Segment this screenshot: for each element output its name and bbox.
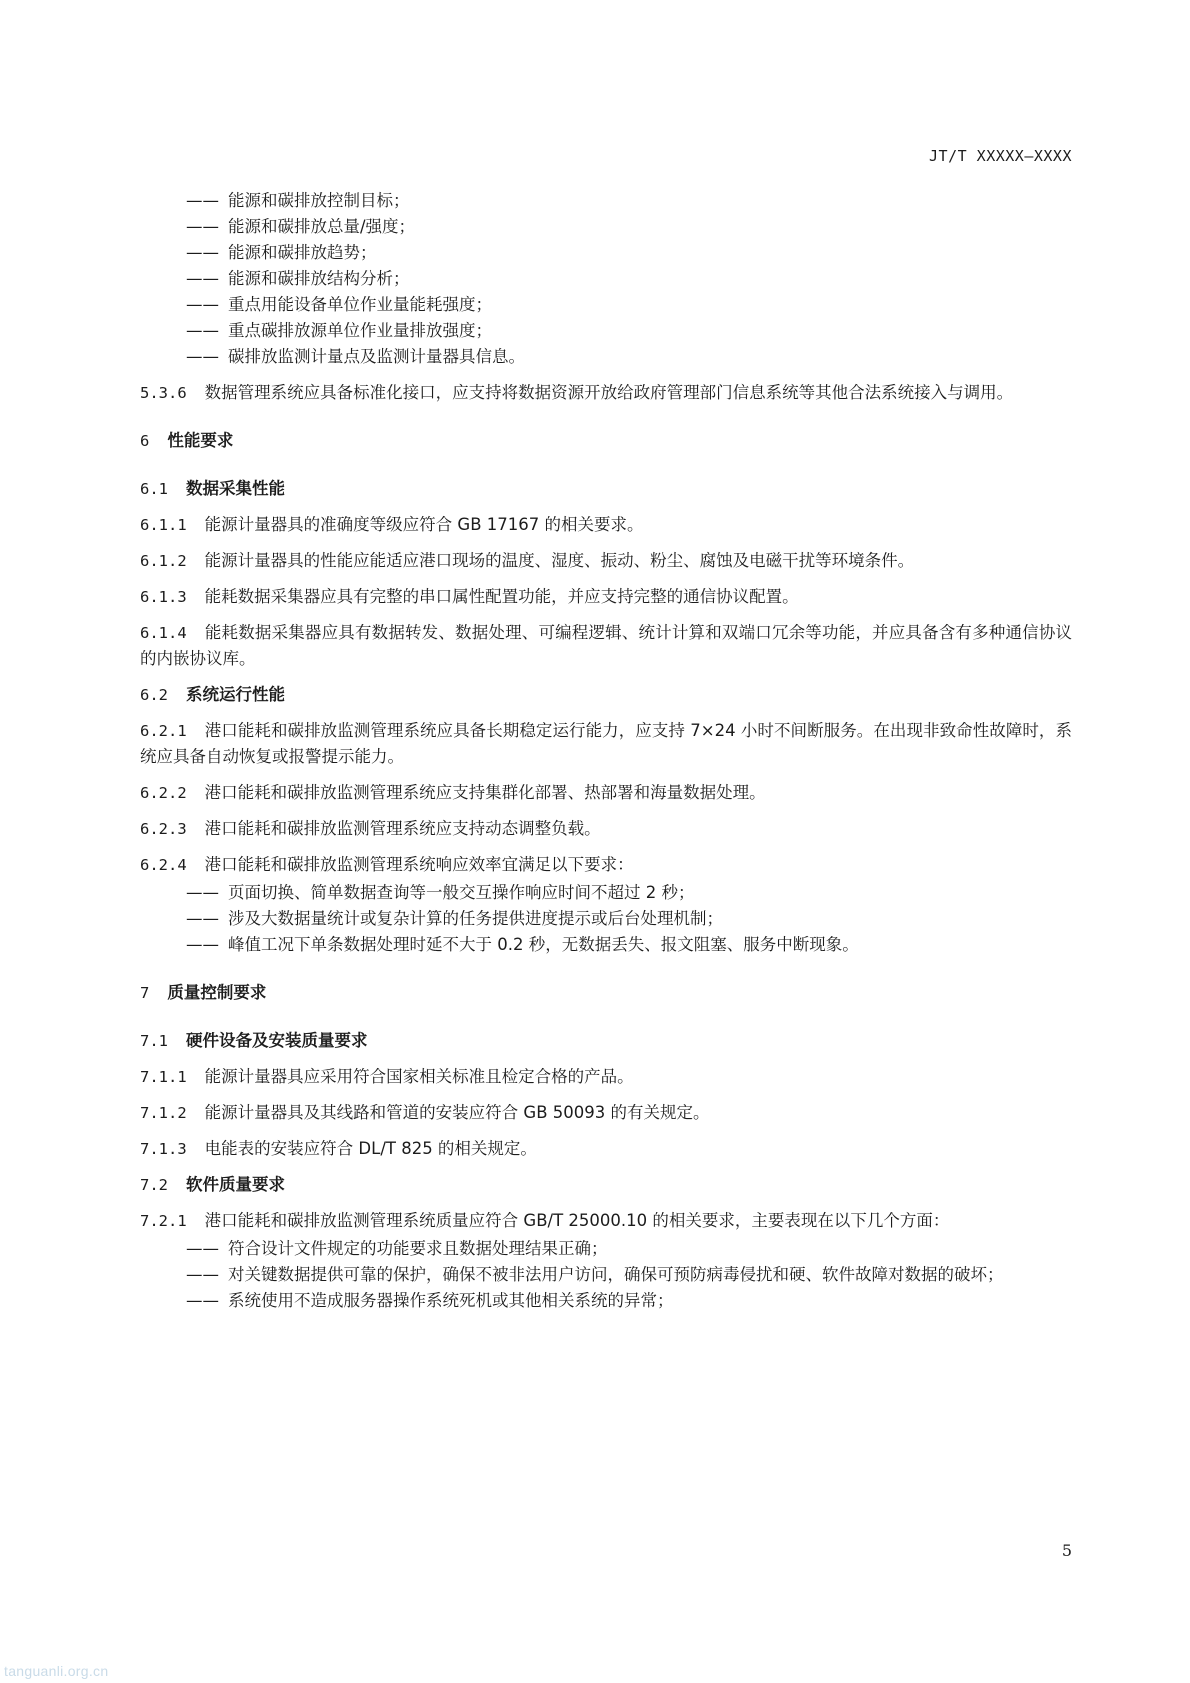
list-item: —— 能源和碳排放总量/强度；: [186, 214, 1072, 240]
clause-6-1-2: [140, 548, 1072, 574]
section-heading-6-1: [140, 476, 1072, 502]
section-number: 7.1: [140, 1032, 168, 1050]
section-title: 质量控制要求: [167, 983, 267, 1002]
section-title: 系统运行性能: [186, 685, 285, 704]
list-item: —— 重点碳排放源单位作业量排放强度；: [186, 318, 1072, 344]
clause-7-1-1: [140, 1064, 1072, 1090]
clause-text: 能耗数据采集器应具有完整的串口属性配置功能，并应支持完整的通信协议配置。: [204, 587, 799, 606]
clause-number: 7.1.3: [140, 1140, 187, 1158]
clause-text: 能源计量器具应采用符合国家相关标准且检定合格的产品。: [204, 1067, 634, 1086]
clause-text: 港口能耗和碳排放监测管理系统应支持动态调整负载。: [204, 819, 601, 838]
clause-number: 7.1.1: [140, 1068, 187, 1086]
clause-text: 数据管理系统应具备标准化接口，应支持将数据资源开放给政府管理部门信息系统等其他合法系统接入与调用。: [204, 383, 1014, 402]
section-heading-7: [140, 980, 1072, 1006]
clause-text: 港口能耗和碳排放监测管理系统质量应符合 GB/T 25000.10 的相关要求，主要表现在以下几个方面：: [204, 1211, 950, 1230]
clause-number: 6.1.4: [140, 624, 187, 642]
section-title: 硬件设备及安装质量要求: [186, 1031, 368, 1050]
list-item: —— 能源和碳排放趋势；: [186, 240, 1072, 266]
section-title: 软件质量要求: [186, 1175, 285, 1194]
clause-number: 7.1.2: [140, 1104, 187, 1122]
list-item: —— 能源和碳排放结构分析；: [186, 266, 1072, 292]
section-number: 6.1: [140, 480, 168, 498]
section-heading-7-2: [140, 1172, 1072, 1198]
section-title: 性能要求: [167, 431, 234, 450]
clause-7-2-1: [140, 1208, 1072, 1234]
list-item: —— 系统使用不造成服务器操作系统死机或其他相关系统的异常；: [186, 1288, 1072, 1314]
clause-number: 6.2.4: [140, 856, 187, 874]
clause-number: 6.1.1: [140, 516, 187, 534]
page-number: 5: [1061, 1541, 1072, 1560]
clause-7-1-3: [140, 1136, 1072, 1162]
section-heading-7-1: [140, 1028, 1072, 1054]
section-number: 6: [140, 432, 150, 450]
section-heading-6-2: [140, 682, 1072, 708]
clause-number: 6.1.2: [140, 552, 187, 570]
clause-number: 6.2.1: [140, 722, 187, 740]
list-item: —— 碳排放监测计量点及监测计量器具信息。: [186, 344, 1072, 370]
clause-5-3-6: [140, 380, 1072, 406]
clause-text: 港口能耗和碳排放监测管理系统响应效率宜满足以下要求：: [204, 855, 634, 874]
list-item: —— 重点用能设备单位作业量能耗强度；: [186, 292, 1072, 318]
clause-6-2-4: [140, 852, 1072, 878]
list-item: —— 符合设计文件规定的功能要求且数据处理结果正确；: [186, 1236, 1072, 1262]
clause-6-1-1: [140, 512, 1072, 538]
list-item: —— 峰值工况下单条数据处理时延不大于 0.2 秒，无数据丢失、报文阻塞、服务中断现象。: [186, 932, 1072, 958]
clause-text: 能源计量器具的准确度等级应符合 GB 17167 的相关要求。: [204, 515, 644, 534]
clause-6-1-4: [140, 620, 1072, 672]
section-number: 6.2: [140, 686, 168, 704]
page-content: [140, 188, 1072, 1314]
clause-text: 能源计量器具的性能应能适应港口现场的温度、湿度、振动、粉尘、腐蚀及电磁干扰等环境条件。: [204, 551, 915, 570]
clause-number: 6.2.3: [140, 820, 187, 838]
standard-code-header: JT/T XXXXX—XXXX: [929, 147, 1072, 165]
clause-6-2-1: [140, 718, 1072, 770]
list-item: —— 对关键数据提供可靠的保护，确保不被非法用户访问，确保可预防病毒侵扰和硬、软件故障对数据的破坏；: [186, 1262, 1072, 1288]
clause-6-2-2: [140, 780, 1072, 806]
list-item: —— 涉及大数据量统计或复杂计算的任务提供进度提示或后台处理机制；: [186, 906, 1072, 932]
watermark: tanguanli.org.cn: [4, 1663, 109, 1679]
list-item: —— 页面切换、简单数据查询等一般交互操作响应时间不超过 2 秒；: [186, 880, 1072, 906]
clause-6-2-3: [140, 816, 1072, 842]
section-title: 数据采集性能: [186, 479, 285, 498]
clause-text: 电能表的安装应符合 DL/T 825 的相关规定。: [204, 1139, 537, 1158]
list-item: —— 能源和碳排放控制目标；: [186, 188, 1072, 214]
section-heading-6: [140, 428, 1072, 454]
clause-text: 能耗数据采集器应具有数据转发、数据处理、可编程逻辑、统计计算和双端口冗余等功能，并应具备含有多种通信协议的内嵌协议库。: [140, 623, 1072, 668]
section-number: 7: [140, 984, 150, 1002]
clause-number: 7.2.1: [140, 1212, 187, 1230]
clause-6-1-3: [140, 584, 1072, 610]
section-number: 7.2: [140, 1176, 168, 1194]
clause-number: 6.1.3: [140, 588, 187, 606]
clause-text: 能源计量器具及其线路和管道的安装应符合 GB 50093 的有关规定。: [204, 1103, 710, 1122]
clause-number: 6.2.2: [140, 784, 187, 802]
clause-number: 5.3.6: [140, 384, 187, 402]
clause-text: 港口能耗和碳排放监测管理系统应具备长期稳定运行能力，应支持 7×24 小时不间断服务。在出现非致命性故障时，系统应具备自动恢复或报警提示能力。: [140, 721, 1072, 766]
clause-7-1-2: [140, 1100, 1072, 1126]
clause-text: 港口能耗和碳排放监测管理系统应支持集群化部署、热部署和海量数据处理。: [204, 783, 766, 802]
